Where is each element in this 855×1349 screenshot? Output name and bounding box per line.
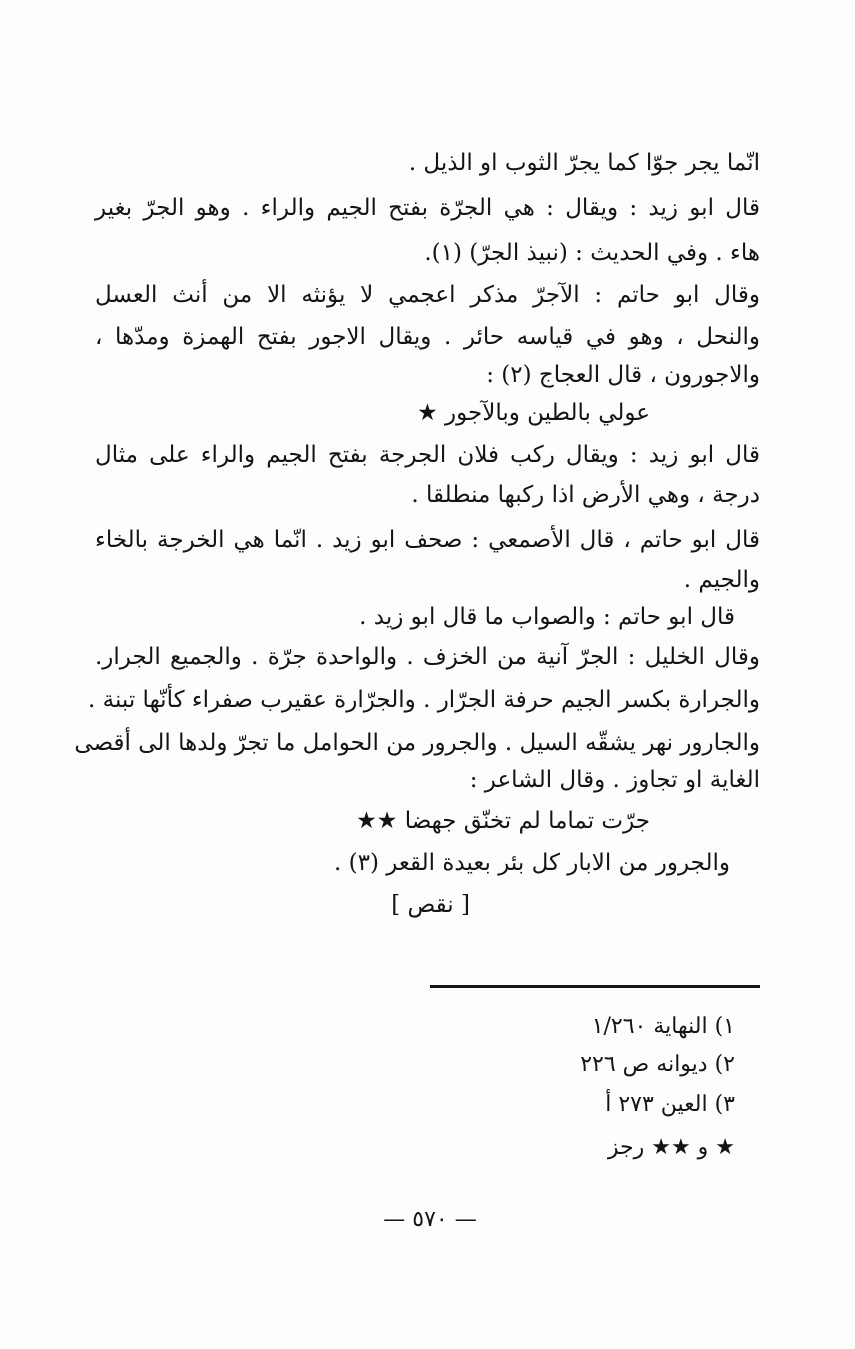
text-line-13: والجرارة بكسر الجيم حرفة الجرّار . والجرّارة عقيرب صفراء كأنّها تبنة . — [88, 687, 760, 713]
text-line-12: وقال الخليل : الجرّ آنية من الخزف . والواحدة جرّة . والجميع الجرار. — [95, 644, 760, 670]
footnote-4: ★ و ★★ رجز — [607, 1135, 735, 1160]
text-line-7: قال ابو زيد : ويقال ركب فلان الجرجة بفتح الجيم والراء على مثال — [95, 442, 760, 468]
text-line-11: قال ابو حاتم : والصواب ما قال ابو زيد . — [359, 604, 735, 630]
footnote-1: ١) النهاية ١/٢٦٠ — [591, 1014, 735, 1039]
text-line-5: والنحل ، وهو في قياسه حائر . ويقال الاجور بفتح الهمزة ومدّها ، — [95, 324, 760, 350]
verse-line-2: جرّت تماما لم تخنّق جهضا ★★ — [356, 808, 650, 834]
text-line-8: درجة ، وهي الأرض اذا ركبها منطلقا . — [411, 482, 760, 508]
text-line-15: الغاية او تجاوز . وقال الشاعر : — [469, 767, 760, 793]
page-number: — ٥٧٠ — — [383, 1207, 477, 1232]
text-line-3: هاء . وفي الحديث : (نبيذ الجرّ) (١). — [424, 240, 760, 266]
verse-line-1: عولي بالطين وبالآجور ★ — [417, 400, 650, 426]
footnote-3: ٣) العين ٢٧٣ أ — [605, 1092, 735, 1117]
text-line-14: والجارور نهر يشقّه السيل . والجرور من الحوامل ما تجرّ ولدها الى أقصى — [74, 730, 760, 756]
text-line-16: والجرور من الابار كل بئر بعيدة القعر (٣) . — [333, 850, 730, 876]
footnote-2: ٢) ديوانه ص ٢٢٦ — [580, 1052, 735, 1077]
text-line-6: والاجورون ، قال العجاج (٢) : — [486, 362, 760, 388]
text-line-4: وقال ابو حاتم : الآجرّ مذكر اعجمي لا يؤنثه الا من أنث العسل — [95, 282, 760, 308]
text-line-2: قال ابو زيد : ويقال : هي الجرّة بفتح الجيم والراء . وهو الجرّ بغير — [95, 195, 760, 221]
footnote-separator — [430, 985, 760, 988]
text-line-9: قال ابو حاتم ، قال الأصمعي : صحف ابو زيد . انّما هي الخرجة بالخاء — [95, 527, 760, 553]
lacuna-marker: [ نقص ] — [391, 892, 470, 918]
text-line-10: والجيم . — [683, 567, 760, 593]
text-line-1: انّما يجر جوّا كما يجرّ الثوب او الذيل . — [408, 150, 760, 176]
